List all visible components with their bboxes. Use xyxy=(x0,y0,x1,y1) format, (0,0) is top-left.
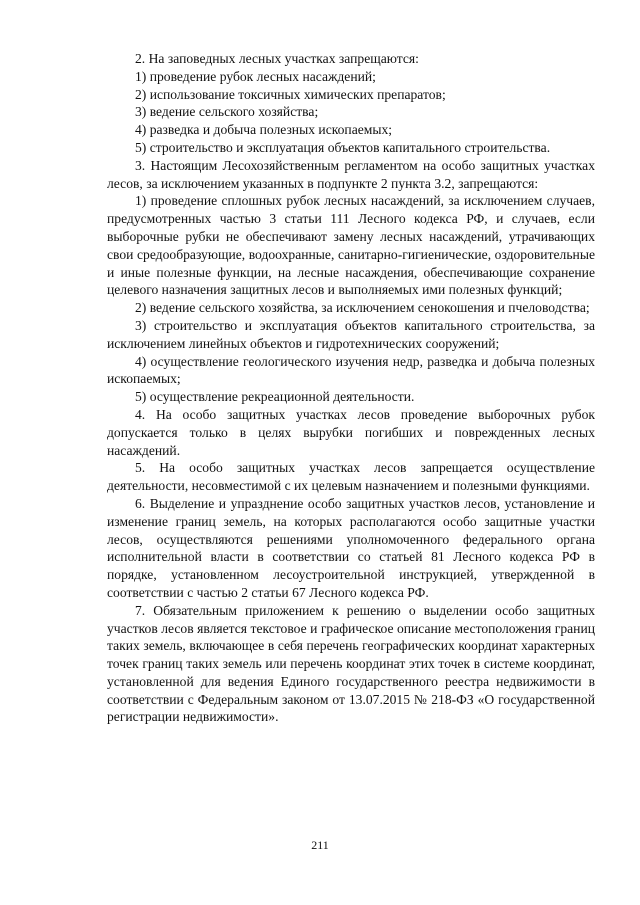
list-item: 2) ведение сельского хозяйства, за исключением сенокошения и пчеловодства; xyxy=(135,300,590,316)
paragraph-3-intro: 3. Настоящим Лесохозяйственным регламентом на особо защитных участках лесов, за исключением указанных в подпункте 2 пункта 3.2, запрещаются: xyxy=(107,157,595,191)
paragraph-2-intro: 2. На заповедных лесных участках запрещаются: xyxy=(135,51,419,66)
list-item: 1) проведение сплошных рубок лесных насаждений, за исключением случаев, предусмотренных частью 3 статьи 111 Лесного кодекса РФ, и случаев, если выборочные рубки не обеспечивают замену лесных насаждений, утрачивающих свои средообразующие, водоохранные, санитарно-гигиенические, оздоровительные и иные полезные функции, на лесные насаждения, обеспечивающие сохранение целевого назначения защитных лесов и выполняемых ими полезных функций; xyxy=(107,193,595,298)
list-item: 4) разведка и добыча полезных ископаемых; xyxy=(135,122,393,138)
list-item: 5) осуществление рекреационной деятельности. xyxy=(135,389,415,405)
paragraph-6: 6. Выделение и упразднение особо защитных участков лесов, установление и изменение границ земель, на которых располагаются особо защитные участки лесов, осуществляются решениями уполномоченного федерального органа исполнительной власти в соответствии со статьей 81 Лесного кодекса РФ в порядке, установленном лесоустроительной инструкцией, утвержденной в соответствии с частью 2 статьи 67 Лесного кодекса РФ. xyxy=(107,495,595,600)
list-item: 5) строительство и эксплуатация объектов капитального строительства. xyxy=(135,139,551,155)
paragraph-7: 7. Обязательным приложением к решению о выделении особо защитных участков лесов является текстовое и графическое описание местоположения границ таких земель, включающее в себя перечень географических координат характерных точек границ таких земель или перечень координат этих точек в системе координат, установленной для ведения Единого государственного реестра недвижимости в соответствии с Федеральным законом от 13.07.2015 № 218-ФЗ «О государственной регистрации недвижимости». xyxy=(107,602,595,725)
list-item: 3) ведение сельского хозяйства; xyxy=(135,104,319,120)
page-number: 211 xyxy=(311,838,329,852)
list-item: 4) осуществление геологического изучения недр, разведка и добыча полезных ископаемых; xyxy=(107,353,595,387)
list-item: 1) проведение рубок лесных насаждений; xyxy=(135,68,376,84)
list-item: 2) использование токсичных химических препаратов; xyxy=(135,86,446,102)
list-item: 3) строительство и эксплуатация объектов капитального строительства, за исключением линейных объектов и гидротехнических сооружений; xyxy=(107,317,595,351)
paragraph-5: 5. На особо защитных участках лесов запрещается осуществление деятельности, несовместимой с их целевым назначением и полезными функциями. xyxy=(107,460,595,494)
paragraph-4: 4. На особо защитных участках лесов проведение выборочных рубок допускается только в целях вырубки погибших и поврежденных лесных насаждений. xyxy=(107,406,595,458)
document-body xyxy=(107,50,595,726)
